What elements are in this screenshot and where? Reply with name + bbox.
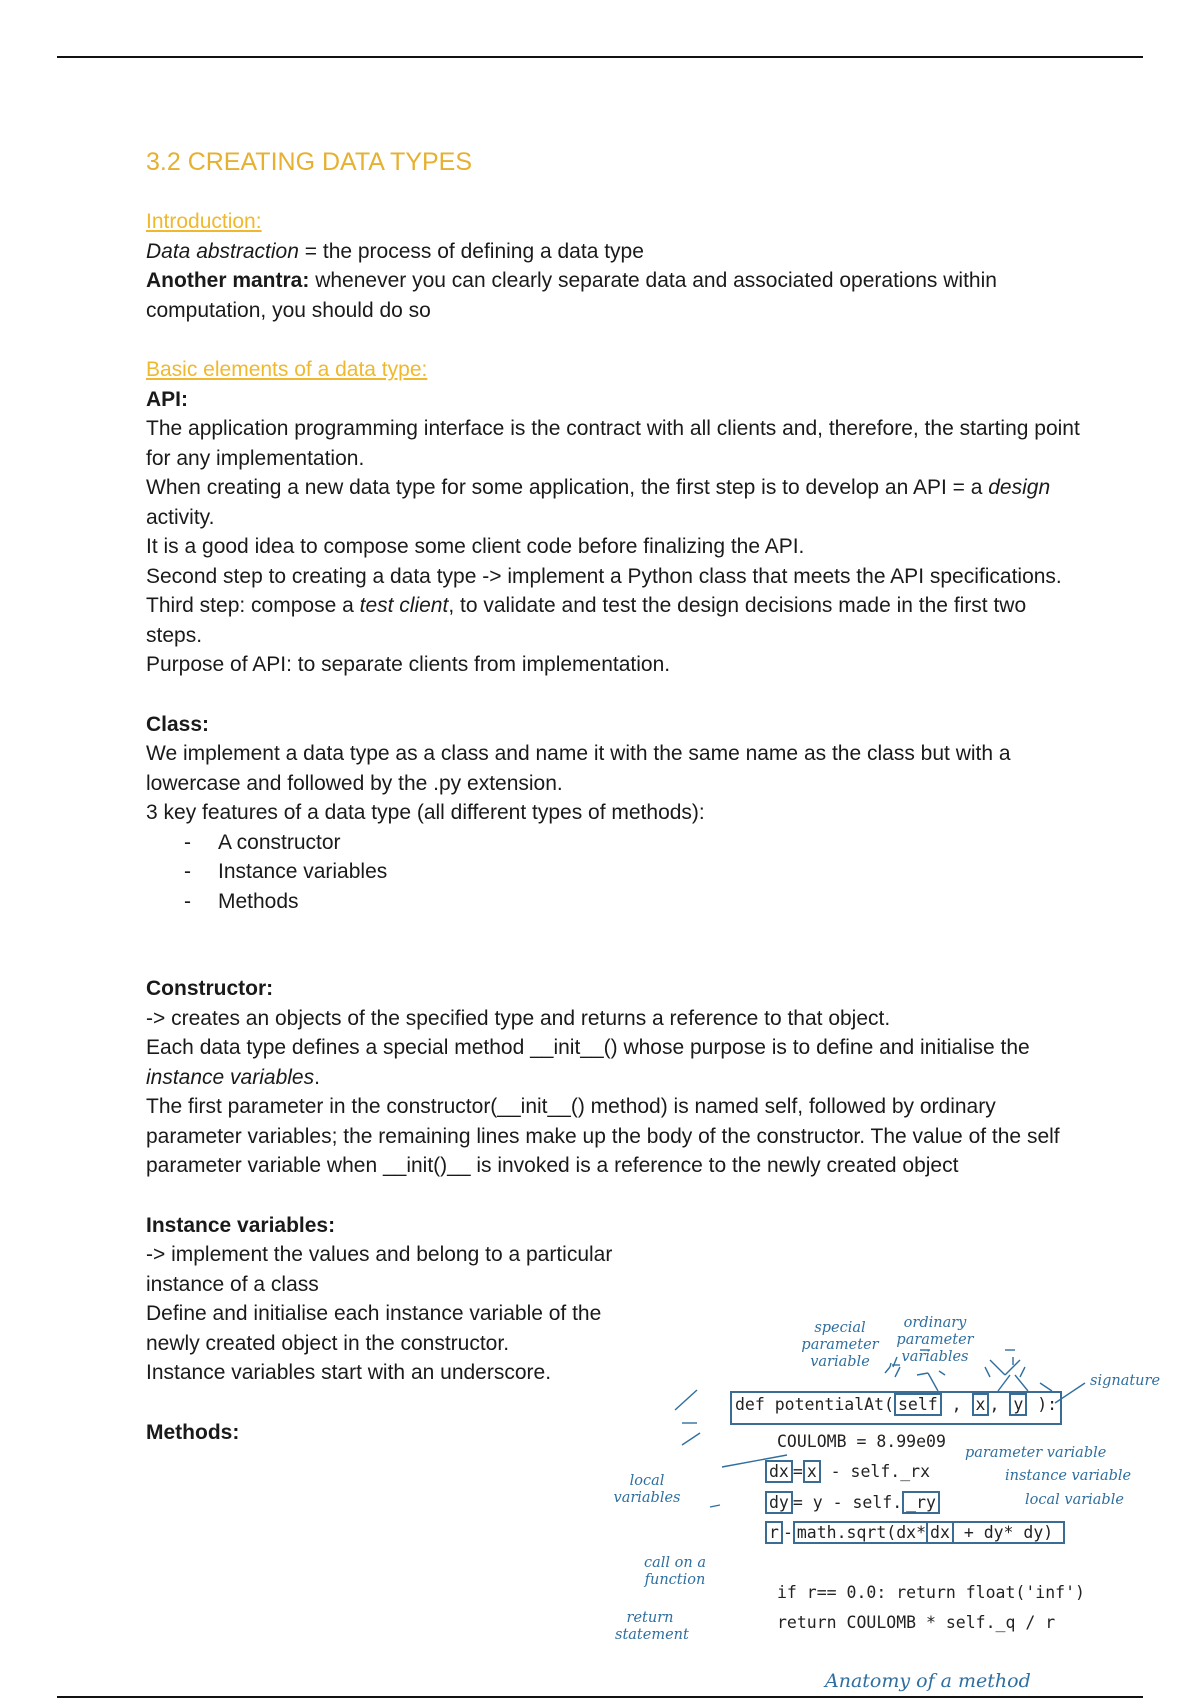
dy-line: dy = y - self. _ry — [765, 1493, 940, 1513]
r-line: r - math.sqrt(dx* dx + dy* dy) — [765, 1523, 1065, 1543]
top-rule — [57, 56, 1143, 58]
document-body — [146, 145, 1086, 1447]
instance-paragraph-3: Instance variables start with an underscore. — [146, 1361, 552, 1384]
api-heading: API: — [146, 387, 188, 411]
instance-paragraph-2: Define and initialise each instance variable of the newly created object in the constructor. — [146, 1302, 602, 1355]
coulomb-line: COULOMB = 8.99e09 — [777, 1432, 946, 1451]
signature-label: signature — [1090, 1373, 1161, 1389]
api-paragraph-2: When creating a new data type for some application, the first step is to develop an API = a design activity. — [146, 476, 1051, 529]
list-item: - Methods — [184, 887, 1086, 917]
y-param: y — [1009, 1393, 1027, 1416]
constructor-paragraph-1: -> creates an objects of the specified type and returns a reference to that object. — [146, 1006, 891, 1030]
call-on-function-label: call on a function — [644, 1555, 706, 1588]
return-line: return COULOMB * self._q / r — [777, 1613, 1056, 1632]
local-variable-label: local variable — [1025, 1492, 1124, 1508]
instance-heading: Instance variables: — [146, 1213, 336, 1237]
method-anatomy-figure — [613, 1305, 1180, 1697]
signature-line: def potentialAt( self , x , y ): — [735, 1395, 1058, 1414]
instance-variable-label: instance variable — [1005, 1468, 1132, 1484]
page-title: 3.2 CREATING DATA TYPES — [146, 148, 473, 176]
features-list — [146, 828, 1086, 917]
dx-line: dx = x - self._rx — [765, 1462, 930, 1482]
list-item: - A constructor — [184, 828, 1086, 858]
api-paragraph-3: It is a good idea to compose some client code before finalizing the API. — [146, 535, 805, 558]
api-paragraph-5: Third step: compose a test client, to validate and test the design decisions made in the first two steps. — [146, 594, 1027, 647]
basic-heading: Basic elements of a data type: — [146, 358, 428, 381]
class-heading: Class: — [146, 712, 210, 736]
parameter-variable-label: parameter variable — [965, 1445, 1107, 1461]
constructor-paragraph-3: The first parameter in the constructor(__init__() method) is named self, followed by ordinary parameter variables; the remaining lines make up the body of the constructor. The value of the self parameter variable when __init()__ is invoked is a reference to the newly created object — [146, 1095, 1060, 1177]
class-paragraph-2: 3 key features of a data type (all different types of methods): — [146, 801, 705, 824]
x-param: x — [972, 1393, 990, 1416]
class-paragraph-1: We implement a data type as a class and name it with the same name as the class but with a lowercase and followed by the .py extension. — [146, 742, 1011, 795]
intro-line-1: Data abstraction = the process of defining a data type — [146, 239, 644, 263]
api-paragraph-6: Purpose of API: to separate clients from implementation. — [146, 653, 671, 676]
constructor-heading: Constructor: — [146, 977, 274, 1000]
if-line: if r== 0.0: return float('inf') — [777, 1583, 1085, 1602]
bottom-rule — [57, 1696, 1143, 1698]
constructor-paragraph-2: Each data type defines a special method __init__() whose purpose is to define and initialise the instance variables. — [146, 1036, 1030, 1089]
special-parameter-label: special parameter variable — [801, 1320, 879, 1370]
list-item: - Instance variables — [184, 857, 1086, 887]
figure-caption: Anatomy of a method — [825, 1670, 1031, 1692]
api-paragraph-4: Second step to creating a data type -> implement a Python class that meets the API specifications. — [146, 564, 1062, 588]
local-variables-label: local variables — [613, 1473, 681, 1506]
ordinary-parameters-label: ordinary parameter variables — [896, 1315, 974, 1365]
methods-heading: Methods: — [146, 1420, 240, 1444]
intro-heading: Introduction: — [146, 210, 262, 233]
self-param: self — [894, 1393, 942, 1416]
api-paragraph-1: The application programming interface is the contract with all clients and, therefore, the starting point for any implementation. — [146, 417, 1080, 470]
return-statement-label: return statement — [615, 1610, 689, 1643]
instance-paragraph-1: -> implement the values and belong to a particular instance of a class — [146, 1243, 613, 1296]
intro-line-2: Another mantra: whenever you can clearly separate data and associated operations within computation, you should do so — [146, 269, 997, 322]
